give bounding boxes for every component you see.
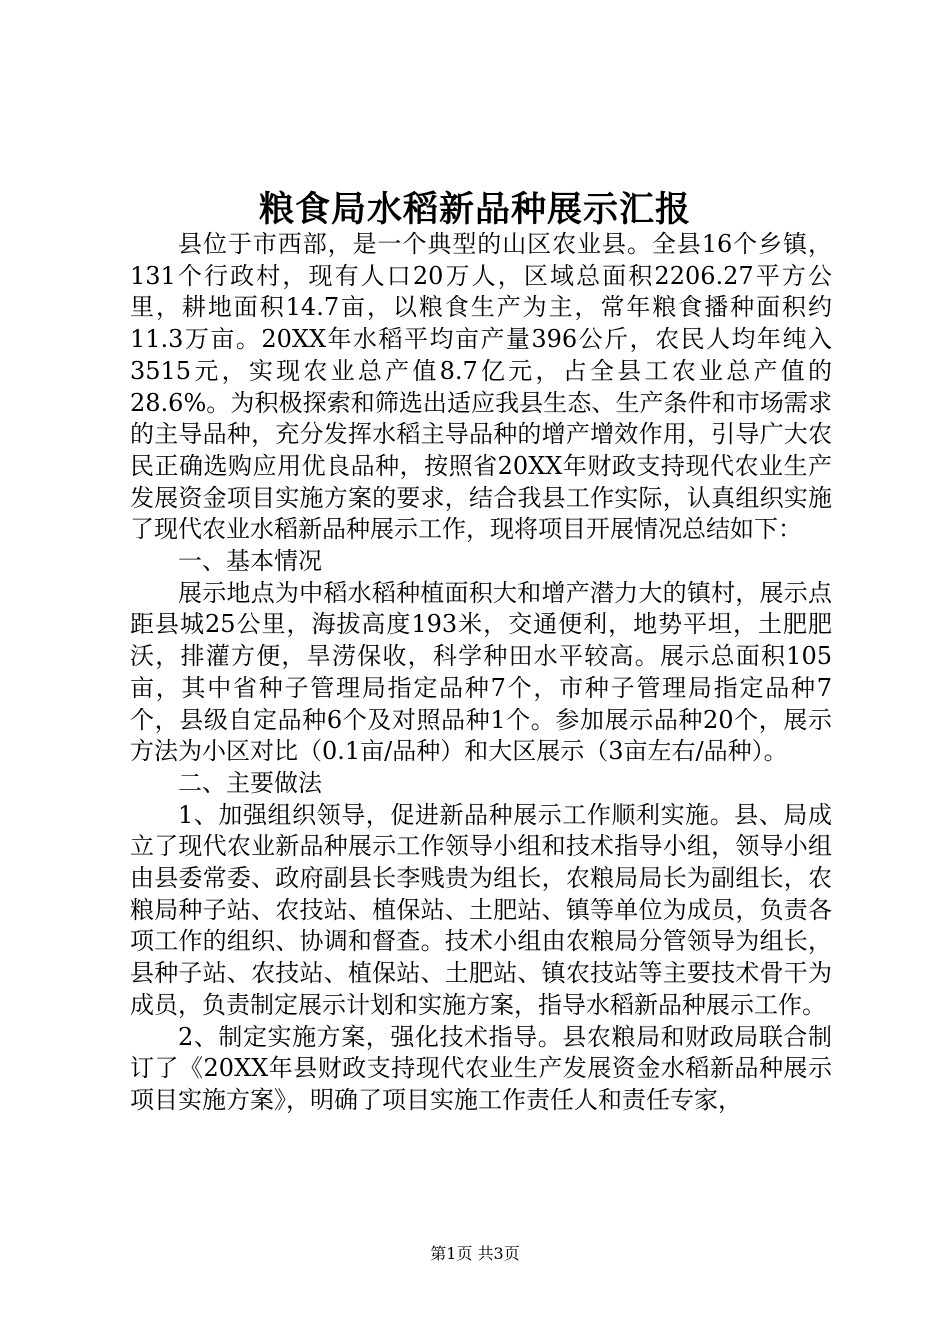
paragraph-practice-1: 1、加强组织领导，促进新品种展示工作顺利实施。县、局成立了现代农业新品种展示工作领导小组和技术指导小组，领导小组由县委常委、政府副县长李贱贵为组长，农粮局局长为副组长，农粮局种子站、农技站、植保站、土肥站、镇等单位为成员，负责各项工作的组织、协调和督查。技术小组由农粮局分管领导为组长，县种子站、农技站、植保站、土肥站、镇农技站等主要技术骨干为成员，负责制定展示计划和实施方案，指导水稻新品种展示工作。 bbox=[130, 800, 832, 1019]
document-body bbox=[130, 229, 832, 1117]
paragraph-basic-situation: 展示地点为中稻水稻种植面积大和增产潜力大的镇村，展示点距县城25公里，海拔高度193米，交通便利，地势平坦，土肥肥沃，排灌方便，旱涝保收，科学种田水平较高。展示总面积105亩，其中省种子管理局指定品种7个，市种子管理局指定品种7个，县级自定品种6个及对照品种1个。参加展示品种20个，展示方法为小区对比（0.1亩/品种）和大区展示（3亩左右/品种）。 bbox=[130, 578, 832, 766]
section-heading-main-practices: 二、主要做法 bbox=[178, 768, 322, 797]
paragraph-intro: 县位于市西部，是一个典型的山区农业县。全县16个乡镇，131个行政村，现有人口20万人，区域总面积2206.27平方公里，耕地面积14.7亩，以粮食生产为主，常年粮食播种面积约11.3万亩。20XX年水稻平均亩产量396公斤，农民人均年纯入3515元，实现农业总产值8.7亿元，占全县工农业总产值的28.6%。为积极探索和筛选出适应我县生态、生产条件和市场需求的主导品种，充分发挥水稻主导品种的增产增效作用，引导广大农民正确选购应用优良品种，按照省20XX年财政支持现代农业生产发展资金项目实施方案的要求，结合我县工作实际，认真组织实施了现代农业水稻新品种展示工作，现将项目开展情况总结如下： bbox=[130, 230, 832, 544]
section-heading-basic-situation: 一、基本情况 bbox=[178, 547, 322, 576]
page-footer: 第1页 共3页 bbox=[430, 1244, 520, 1263]
paragraph-practice-2: 2、制定实施方案，强化技术指导。县农粮局和财政局联合制订了《20XX年县财政支持现代农业生产发展资金水稻新品种展示项目实施方案》，明确了项目实施工作责任人和责任专家， bbox=[130, 1022, 832, 1114]
document-title: 粮食局水稻新品种展示汇报 bbox=[258, 189, 691, 230]
